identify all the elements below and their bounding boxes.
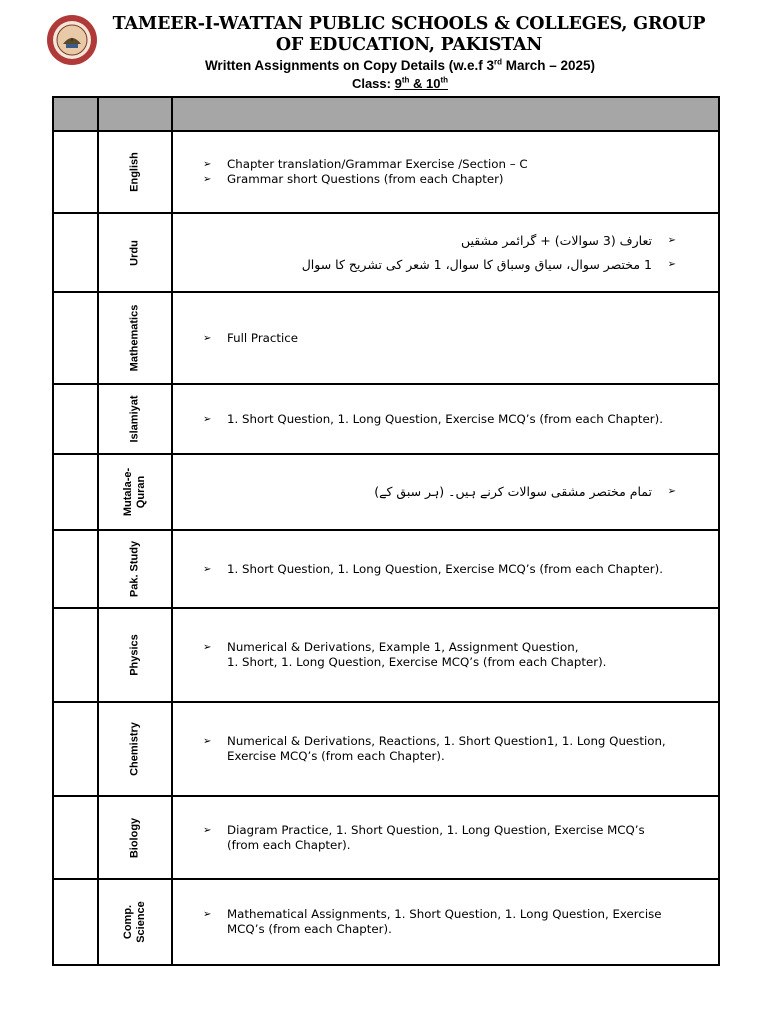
subject-cell bbox=[98, 384, 172, 454]
subject-label: Urdu bbox=[128, 239, 141, 266]
assignment-cell bbox=[172, 454, 719, 530]
row-blank-cell bbox=[53, 879, 98, 965]
header-cell-task bbox=[172, 97, 719, 131]
table-header-row bbox=[53, 97, 719, 131]
bullet-arrow-icon: ➢ bbox=[203, 413, 212, 425]
assignment-cell bbox=[172, 702, 719, 796]
table-row bbox=[53, 796, 719, 879]
document-subtitle: Written Assignments on Copy Details (w.e.f 3rd March – 2025) bbox=[204, 57, 596, 73]
row-blank-cell bbox=[53, 292, 98, 384]
row-blank-cell bbox=[53, 608, 98, 702]
assignment-list bbox=[203, 823, 712, 853]
assignment-text: Grammar short Questions (from each Chapter) bbox=[227, 172, 504, 186]
list-item bbox=[203, 562, 712, 577]
assignment-list bbox=[203, 734, 712, 764]
list-item bbox=[203, 640, 712, 670]
subject-cell bbox=[98, 608, 172, 702]
class-line: Class: 9th & 10th bbox=[351, 75, 449, 91]
bullet-arrow-icon: ➢ bbox=[203, 332, 212, 344]
list-item bbox=[203, 734, 712, 764]
assignment-text: Diagram Practice, 1. Short Question, 1. Long Question, Exercise MCQ’s (from each Chapter). bbox=[227, 822, 645, 852]
subject-label: Chemistry bbox=[128, 722, 141, 776]
assignments-table bbox=[52, 96, 720, 966]
assignment-list bbox=[203, 562, 712, 577]
subject-cell bbox=[98, 879, 172, 965]
table-row bbox=[53, 454, 719, 530]
assignment-cell bbox=[172, 608, 719, 702]
row-blank-cell bbox=[53, 213, 98, 292]
subject-label: English bbox=[128, 152, 141, 192]
assignment-text: Numerical & Derivations, Example 1, Assignment Question, 1. Short, 1. Long Question, Exercise MCQ’s (from each Chapter). bbox=[227, 640, 607, 669]
subject-label: Comp. Science bbox=[122, 901, 147, 943]
list-item bbox=[203, 412, 712, 427]
row-blank-cell bbox=[53, 702, 98, 796]
bullet-arrow-icon: ➢ bbox=[667, 258, 676, 270]
header-cell-blank bbox=[53, 97, 98, 131]
list-item bbox=[203, 172, 712, 187]
subject-label: Islamiyat bbox=[128, 395, 141, 443]
bullet-arrow-icon: ➢ bbox=[203, 824, 212, 836]
assignment-text: Chapter translation/Grammar Exercise /Section – C bbox=[227, 157, 528, 171]
row-blank-cell bbox=[53, 530, 98, 608]
bullet-arrow-icon: ➢ bbox=[203, 642, 212, 653]
assignment-text: 1 مختصر سوال، سیاق وسباق کا سوال، 1 شعر کی تشریح کا سوال bbox=[301, 256, 652, 272]
assignment-text: تعارف (3 سوالات) + گرائمر مشقیں bbox=[460, 232, 652, 248]
subject-cell bbox=[98, 702, 172, 796]
bullet-arrow-icon: ➢ bbox=[203, 563, 212, 575]
list-item bbox=[203, 823, 712, 853]
assignment-cell bbox=[172, 131, 719, 213]
table-row bbox=[53, 530, 719, 608]
assignment-cell bbox=[172, 796, 719, 879]
subject-label: Pak. Study bbox=[128, 540, 141, 598]
subject-cell bbox=[98, 530, 172, 608]
subject-cell bbox=[98, 131, 172, 213]
list-item bbox=[203, 157, 712, 172]
assignment-list bbox=[203, 412, 712, 427]
list-item bbox=[203, 229, 676, 253]
assignment-text: Numerical & Derivations, Reactions, 1. Short Question1, 1. Long Question, Exercise MCQ’s (from each Chapter). bbox=[227, 734, 666, 763]
bullet-arrow-icon: ➢ bbox=[203, 736, 212, 747]
row-blank-cell bbox=[53, 384, 98, 454]
subject-label: Mutala-e- Quran bbox=[122, 467, 147, 517]
bullet-arrow-icon: ➢ bbox=[667, 486, 676, 497]
assignment-list bbox=[203, 331, 712, 346]
bullet-arrow-icon: ➢ bbox=[667, 234, 676, 246]
bullet-arrow-icon: ➢ bbox=[203, 159, 212, 170]
assignment-list bbox=[203, 480, 712, 504]
assignment-cell bbox=[172, 879, 719, 965]
list-item bbox=[203, 907, 712, 937]
assignment-cell bbox=[172, 213, 719, 292]
subject-label: Physics bbox=[128, 634, 141, 676]
table-row bbox=[53, 292, 719, 384]
assignment-list bbox=[203, 640, 712, 670]
table-row bbox=[53, 131, 719, 213]
assignment-text: تمام مختصر مشقی سوالات کرنے ہیں۔ (ہر سبق کے) bbox=[374, 484, 652, 499]
subject-label: Mathematics bbox=[128, 304, 141, 372]
assignment-cell bbox=[172, 292, 719, 384]
table-row bbox=[53, 879, 719, 965]
school-crest-icon bbox=[46, 14, 98, 66]
assignment-text: Mathematical Assignments, 1. Short Question, 1. Long Question, Exercise MCQ’s (from each Chapter). bbox=[227, 907, 662, 936]
assignment-text: 1. Short Question, 1. Long Question, Exercise MCQ’s (from each Chapter). bbox=[227, 561, 663, 576]
bullet-arrow-icon: ➢ bbox=[203, 174, 212, 185]
assignment-cell bbox=[172, 384, 719, 454]
table-row bbox=[53, 384, 719, 454]
bullet-arrow-icon: ➢ bbox=[203, 909, 212, 920]
row-blank-cell bbox=[53, 796, 98, 879]
assignment-list bbox=[203, 229, 712, 277]
school-name-heading: TAMEER-I-WATTAN PUBLIC SCHOOLS & COLLEGES, GROUP OF EDUCATION, PAKISTAN bbox=[112, 14, 706, 55]
list-item bbox=[203, 331, 712, 346]
subject-cell bbox=[98, 796, 172, 879]
header-cell-subject bbox=[98, 97, 172, 131]
assignment-list bbox=[203, 157, 712, 187]
table-row bbox=[53, 213, 719, 292]
subject-cell bbox=[98, 292, 172, 384]
row-blank-cell bbox=[53, 454, 98, 530]
subject-cell bbox=[98, 213, 172, 292]
table-row bbox=[53, 608, 719, 702]
list-item bbox=[203, 253, 676, 277]
list-item bbox=[203, 480, 676, 504]
svg-text:★: ★ bbox=[69, 37, 75, 43]
assignment-text: 1. Short Question, 1. Long Question, Exercise MCQ’s (from each Chapter). bbox=[227, 411, 663, 426]
row-blank-cell bbox=[53, 131, 98, 213]
subject-cell bbox=[98, 454, 172, 530]
assignment-list bbox=[203, 907, 712, 937]
assignment-cell bbox=[172, 530, 719, 608]
assignment-text: Full Practice bbox=[227, 330, 299, 345]
table-row bbox=[53, 702, 719, 796]
subject-label: Biology bbox=[128, 817, 141, 858]
